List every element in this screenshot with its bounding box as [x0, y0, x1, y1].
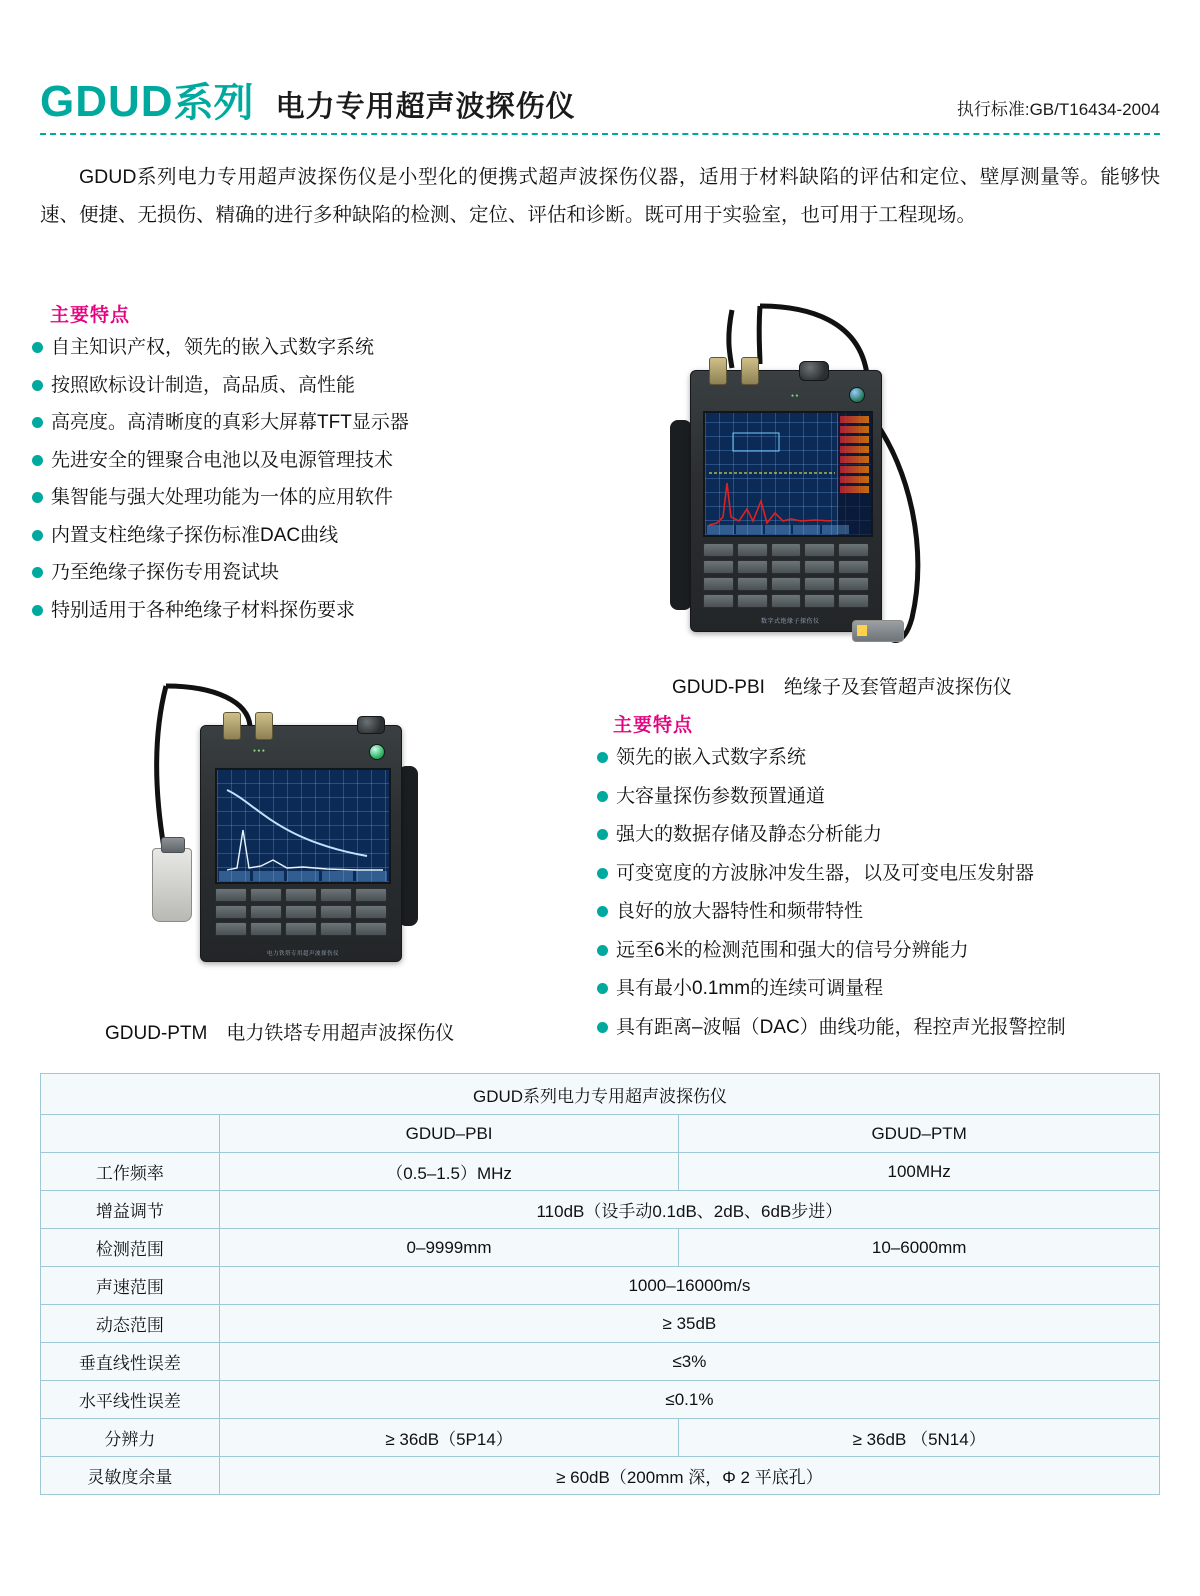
standard-code: 执行标准:GB/T16434-2004	[956, 100, 1160, 119]
device-screen	[703, 411, 873, 537]
bullet-icon	[32, 567, 43, 578]
feature-text: 具有最小0.1mm的连续可调量程	[616, 978, 884, 999]
device-keypad	[703, 543, 869, 608]
row-label: 增益调节	[41, 1191, 220, 1229]
bullet-icon	[597, 868, 608, 879]
row-label: 分辨力	[41, 1419, 220, 1457]
device-screen	[215, 768, 391, 884]
list-item	[597, 899, 1172, 924]
bullet-icon	[32, 530, 43, 541]
keypad-key	[320, 905, 352, 919]
column-header-blank	[41, 1115, 220, 1153]
features-right-list	[597, 745, 1172, 1053]
screen-sidebar	[837, 413, 871, 535]
keypad-key	[804, 560, 835, 574]
caption-pbi: GDUD-PBI 绝缘子及套管超声波探伤仪	[672, 677, 1012, 698]
ultrasonic-probe	[852, 620, 904, 642]
cell-span: ≥ 60dB（200mm 深，Φ 2 平底孔）	[219, 1457, 1159, 1495]
keypad-key	[804, 594, 835, 608]
keypad-key	[250, 888, 282, 902]
bullet-icon	[32, 380, 43, 391]
status-leds: ● ●	[791, 393, 799, 399]
bullet-icon	[597, 945, 608, 956]
probe-connector	[741, 357, 759, 385]
list-item	[597, 822, 1172, 847]
row-label: 垂直线性误差	[41, 1343, 220, 1381]
cell-ptm: 100MHz	[679, 1153, 1160, 1191]
feature-text: 乃至绝缘子探伤专用瓷试块	[51, 562, 280, 583]
bullet-icon	[597, 791, 608, 802]
keypad-key	[320, 922, 352, 936]
keypad-key	[838, 594, 869, 608]
table-row	[41, 1457, 1160, 1495]
cell-span: ≥ 35dB	[219, 1305, 1159, 1343]
keypad-key	[771, 560, 802, 574]
table-row	[41, 1153, 1160, 1191]
feature-text: 内置支柱绝缘子探伤标准DAC曲线	[51, 524, 339, 546]
keypad-key	[838, 577, 869, 591]
table-row	[41, 1229, 1160, 1267]
keypad-key	[355, 922, 387, 936]
feature-text: 远至6米的检测范围和强大的信号分辨能力	[616, 939, 969, 961]
probe-connector	[709, 357, 727, 385]
list-item	[32, 410, 592, 435]
cell-span: ≤3%	[219, 1343, 1159, 1381]
bullet-icon	[597, 829, 608, 840]
bullet-icon	[597, 1022, 608, 1033]
list-item	[32, 560, 592, 585]
feature-text: 自主知识产权，领先的嵌入式数字系统	[51, 337, 375, 358]
feature-text: 强大的数据存储及静态分析能力	[616, 824, 883, 845]
table-row	[41, 1191, 1160, 1229]
keypad-key	[703, 577, 734, 591]
keypad-key	[703, 560, 734, 574]
keypad-key	[215, 905, 247, 919]
device-keypad	[215, 888, 387, 936]
column-header-pbi: GDUD–PBI	[219, 1115, 679, 1153]
list-item	[32, 373, 592, 398]
keypad-key	[250, 905, 282, 919]
list-item	[32, 335, 592, 360]
feature-text: 可变宽度的方波脉冲发生器，以及可变电压发射器	[616, 862, 1035, 884]
keypad-key	[703, 594, 734, 608]
status-leds: ● ● ●	[253, 748, 265, 754]
bullet-icon	[597, 983, 608, 994]
bullet-icon	[32, 455, 43, 466]
keypad-key	[215, 922, 247, 936]
keypad-key	[285, 905, 317, 919]
cell-span: 110dB（设手动0.1dB、2dB、6dB步进）	[219, 1191, 1159, 1229]
ultrasonic-probe	[152, 848, 192, 922]
list-item	[32, 485, 592, 510]
keypad-key	[771, 543, 802, 557]
bullet-icon	[32, 417, 43, 428]
power-button	[369, 744, 385, 760]
probe-connector	[255, 712, 273, 740]
list-item	[597, 861, 1172, 886]
keypad-key	[703, 543, 734, 557]
probe-connector	[223, 712, 241, 740]
brand-name: GDUD	[40, 77, 174, 126]
device-body	[200, 725, 402, 962]
bullet-icon	[597, 906, 608, 917]
page-header	[40, 62, 1160, 124]
power-button	[849, 387, 865, 403]
device-image-ptm	[130, 680, 530, 1010]
list-item	[32, 598, 592, 623]
cell-ptm: 10–6000mm	[679, 1229, 1160, 1267]
row-label: 水平线性误差	[41, 1381, 220, 1419]
row-label: 动态范围	[41, 1305, 220, 1343]
top-knob	[799, 361, 829, 381]
feature-text: 高亮度。高清晰度的真彩大屏幕TFT显示器	[51, 412, 409, 433]
table-row	[41, 1419, 1160, 1457]
column-header-ptm: GDUD–PTM	[679, 1115, 1160, 1153]
brand-series: 系列	[173, 81, 254, 125]
keypad-key	[804, 543, 835, 557]
device-model-label: 数字式绝缘子探伤仪	[761, 619, 820, 625]
device-body	[690, 370, 882, 632]
keypad-key	[320, 888, 352, 902]
bullet-icon	[32, 605, 43, 616]
keypad-key	[737, 543, 768, 557]
keypad-key	[737, 594, 768, 608]
brand-logo	[40, 77, 254, 126]
table-title-row	[41, 1074, 1160, 1115]
list-item	[597, 784, 1172, 809]
spec-table	[40, 1073, 1160, 1495]
keypad-key	[250, 922, 282, 936]
list-item	[597, 976, 1172, 1001]
keypad-key	[215, 888, 247, 902]
table-row	[41, 1381, 1160, 1419]
table-row	[41, 1305, 1160, 1343]
row-label: 检测范围	[41, 1229, 220, 1267]
row-label: 工作频率	[41, 1153, 220, 1191]
intro-paragraph: GDUD系列电力专用超声波探伤仪是小型化的便携式超声波探伤仪器，适用于材料缺陷的评估和定位、壁厚测量等。能够快速、便捷、无损伤、精确的进行多种缺陷的检测、定位、评估和诊断。既可用于实验室，也可用于工程现场。	[40, 166, 1160, 226]
cell-pbi: （0.5–1.5）MHz	[219, 1153, 679, 1191]
top-knob	[357, 716, 385, 734]
bullet-icon	[32, 492, 43, 503]
cell-span: ≤0.1%	[219, 1381, 1159, 1419]
table-header-row	[41, 1115, 1160, 1153]
feature-text: 先进安全的锂聚合电池以及电源管理技术	[51, 449, 394, 471]
list-item	[32, 448, 592, 473]
row-label: 灵敏度余量	[41, 1457, 220, 1495]
feature-text: 良好的放大器特性和频带特性	[616, 901, 864, 922]
cell-span: 1000–16000m/s	[219, 1267, 1159, 1305]
list-item	[597, 938, 1172, 963]
carry-strap	[670, 420, 692, 610]
keypad-key	[771, 594, 802, 608]
cell-pbi: 0–9999mm	[219, 1229, 679, 1267]
feature-text: 集智能与强大处理功能为一体的应用软件	[51, 487, 394, 508]
row-label: 声速范围	[41, 1267, 220, 1305]
features-right-title: 主要特点	[613, 715, 694, 736]
features-left-list	[32, 335, 592, 635]
table-row	[41, 1343, 1160, 1381]
keypad-key	[285, 922, 317, 936]
device-image-pbi	[660, 300, 1080, 660]
feature-text: 大容量探伤参数预置通道	[616, 785, 826, 807]
features-left-title: 主要特点	[50, 305, 131, 326]
feature-text: 具有距离–波幅（DAC）曲线功能，程控声光报警控制	[616, 1016, 1066, 1038]
table-title: GDUD系列电力专用超声波探伤仪	[41, 1074, 1160, 1115]
page-title: 电力专用超声波探伤仪	[275, 91, 576, 124]
keypad-key	[737, 577, 768, 591]
screen-softkeys	[707, 525, 849, 534]
keypad-key	[285, 888, 317, 902]
screen-softkeys	[219, 871, 387, 881]
list-item	[32, 523, 592, 548]
keypad-key	[838, 543, 869, 557]
caption-ptm: GDUD-PTM 电力铁塔专用超声波探伤仪	[105, 1023, 455, 1044]
keypad-key	[355, 888, 387, 902]
bullet-icon	[32, 342, 43, 353]
feature-text: 领先的嵌入式数字系统	[616, 747, 807, 768]
keypad-key	[838, 560, 869, 574]
cell-pbi: ≥ 36dB（5P14）	[219, 1419, 679, 1457]
list-item	[597, 745, 1172, 770]
keypad-key	[355, 905, 387, 919]
list-item	[597, 1015, 1172, 1040]
keypad-key	[771, 577, 802, 591]
device-model-label: 电力铁塔专用超声波探伤仪	[267, 951, 340, 957]
keypad-key	[737, 560, 768, 574]
dac-curve	[217, 770, 389, 882]
cell-ptm: ≥ 36dB （5N14）	[679, 1419, 1160, 1457]
keypad-key	[804, 577, 835, 591]
header-divider	[40, 133, 1160, 135]
feature-text: 特别适用于各种绝缘子材料探伤要求	[51, 599, 356, 621]
table-row	[41, 1267, 1160, 1305]
feature-text: 按照欧标设计制造，高品质、高性能	[51, 374, 356, 396]
bullet-icon	[597, 752, 608, 763]
